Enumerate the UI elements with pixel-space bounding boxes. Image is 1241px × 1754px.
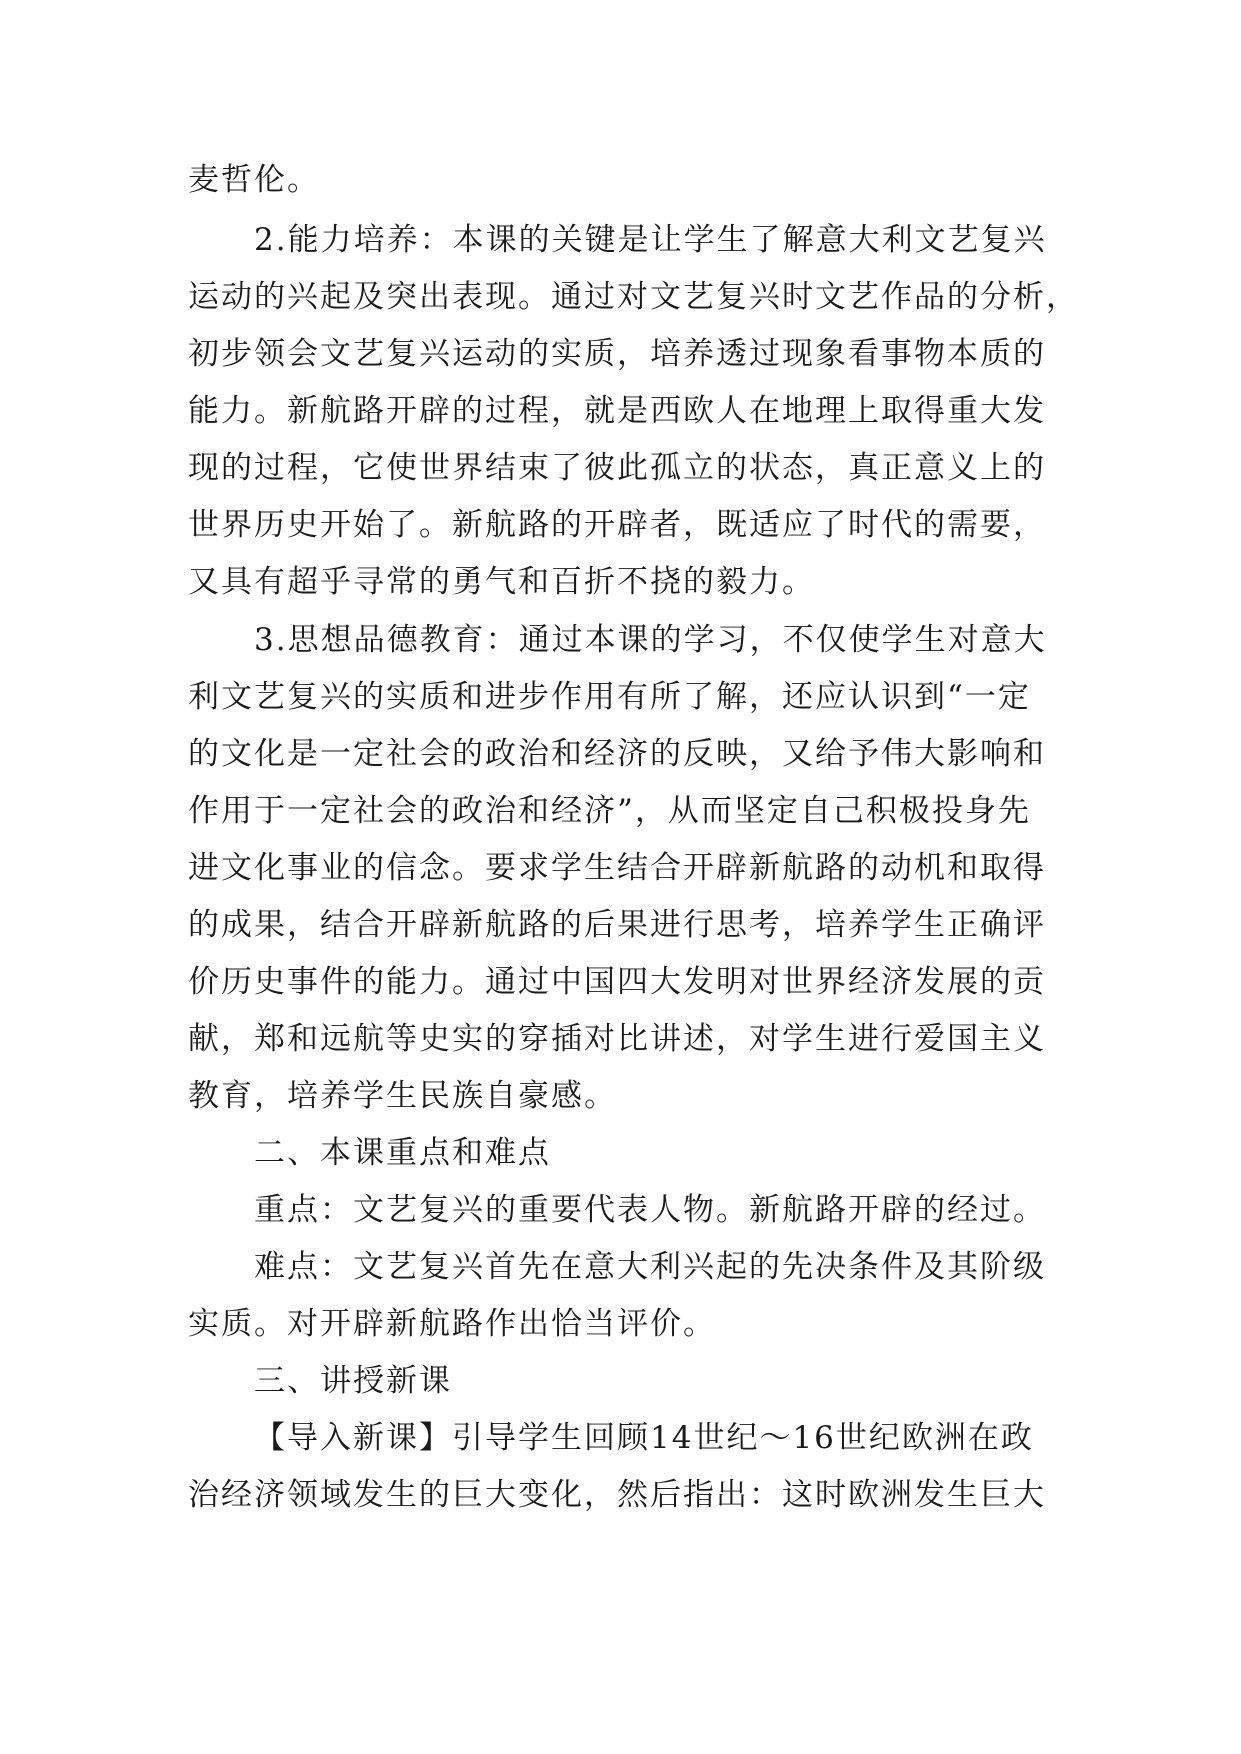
- text-line: 教育，培养学生民族自豪感。: [188, 1078, 617, 1114]
- text-line: 价历史事件的能力。通过中国四大发明对世界经济发展的贡: [188, 964, 1046, 1000]
- text-line: 治经济领域发生的巨大变化，然后指出：这时欧洲发生巨大: [188, 1477, 1046, 1513]
- text-line: 难点：文艺复兴首先在意大利兴起的先决条件及其阶级: [254, 1249, 1046, 1285]
- text-line: 献，郑和远航等史实的穿插对比讲述，对学生进行爱国主义: [188, 1021, 1046, 1057]
- text-line: 进文化事业的信念。要求学生结合开辟新航路的动机和取得: [188, 850, 1046, 886]
- text-line: 的成果，结合开辟新航路的后果进行思考，培养学生正确评: [188, 907, 1046, 943]
- text-line: 麦哲伦。: [188, 162, 320, 198]
- text-line: 实质。对开辟新航路作出恰当评价。: [188, 1306, 716, 1342]
- text-line: 运动的兴起及突出表现。通过对文艺复兴时文艺作品的分析，: [188, 279, 1079, 315]
- text-line: 3.思想品德教育：通过本课的学习，不仅使学生对意大: [254, 622, 1047, 658]
- text-line: 的文化是一定社会的政治和经济的反映，又给予伟大影响和: [188, 736, 1046, 772]
- text-line: 【导入新课】引导学生回顾14世纪～16世纪欧洲在政: [254, 1420, 1034, 1456]
- text-line: 能力。新航路开辟的过程，就是西欧人在地理上取得重大发: [188, 393, 1046, 429]
- text-line: 现的过程，它使世界结束了彼此孤立的状态，真正意义上的: [188, 450, 1046, 486]
- section-heading: 三、讲授新课: [254, 1363, 452, 1399]
- text-line: 重点：文艺复兴的重要代表人物。新航路开辟的经过。: [254, 1192, 1046, 1228]
- text-line: 利文艺复兴的实质和进步作用有所了解，还应认识到“一定: [188, 679, 1031, 715]
- section-heading: 二、本课重点和难点: [254, 1135, 551, 1171]
- text-line: 作用于一定社会的政治和经济”，从而坚定自己积极投身先: [188, 793, 1031, 829]
- text-line: 又具有超乎寻常的勇气和百折不挠的毅力。: [188, 564, 815, 600]
- text-line: 2.能力培养：本课的关键是让学生了解意大利文艺复兴: [254, 222, 1047, 258]
- text-line: 初步领会文艺复兴运动的实质，培养透过现象看事物本质的: [188, 336, 1046, 372]
- text-line: 世界历史开始了。新航路的开辟者，既适应了时代的需要，: [188, 507, 1046, 543]
